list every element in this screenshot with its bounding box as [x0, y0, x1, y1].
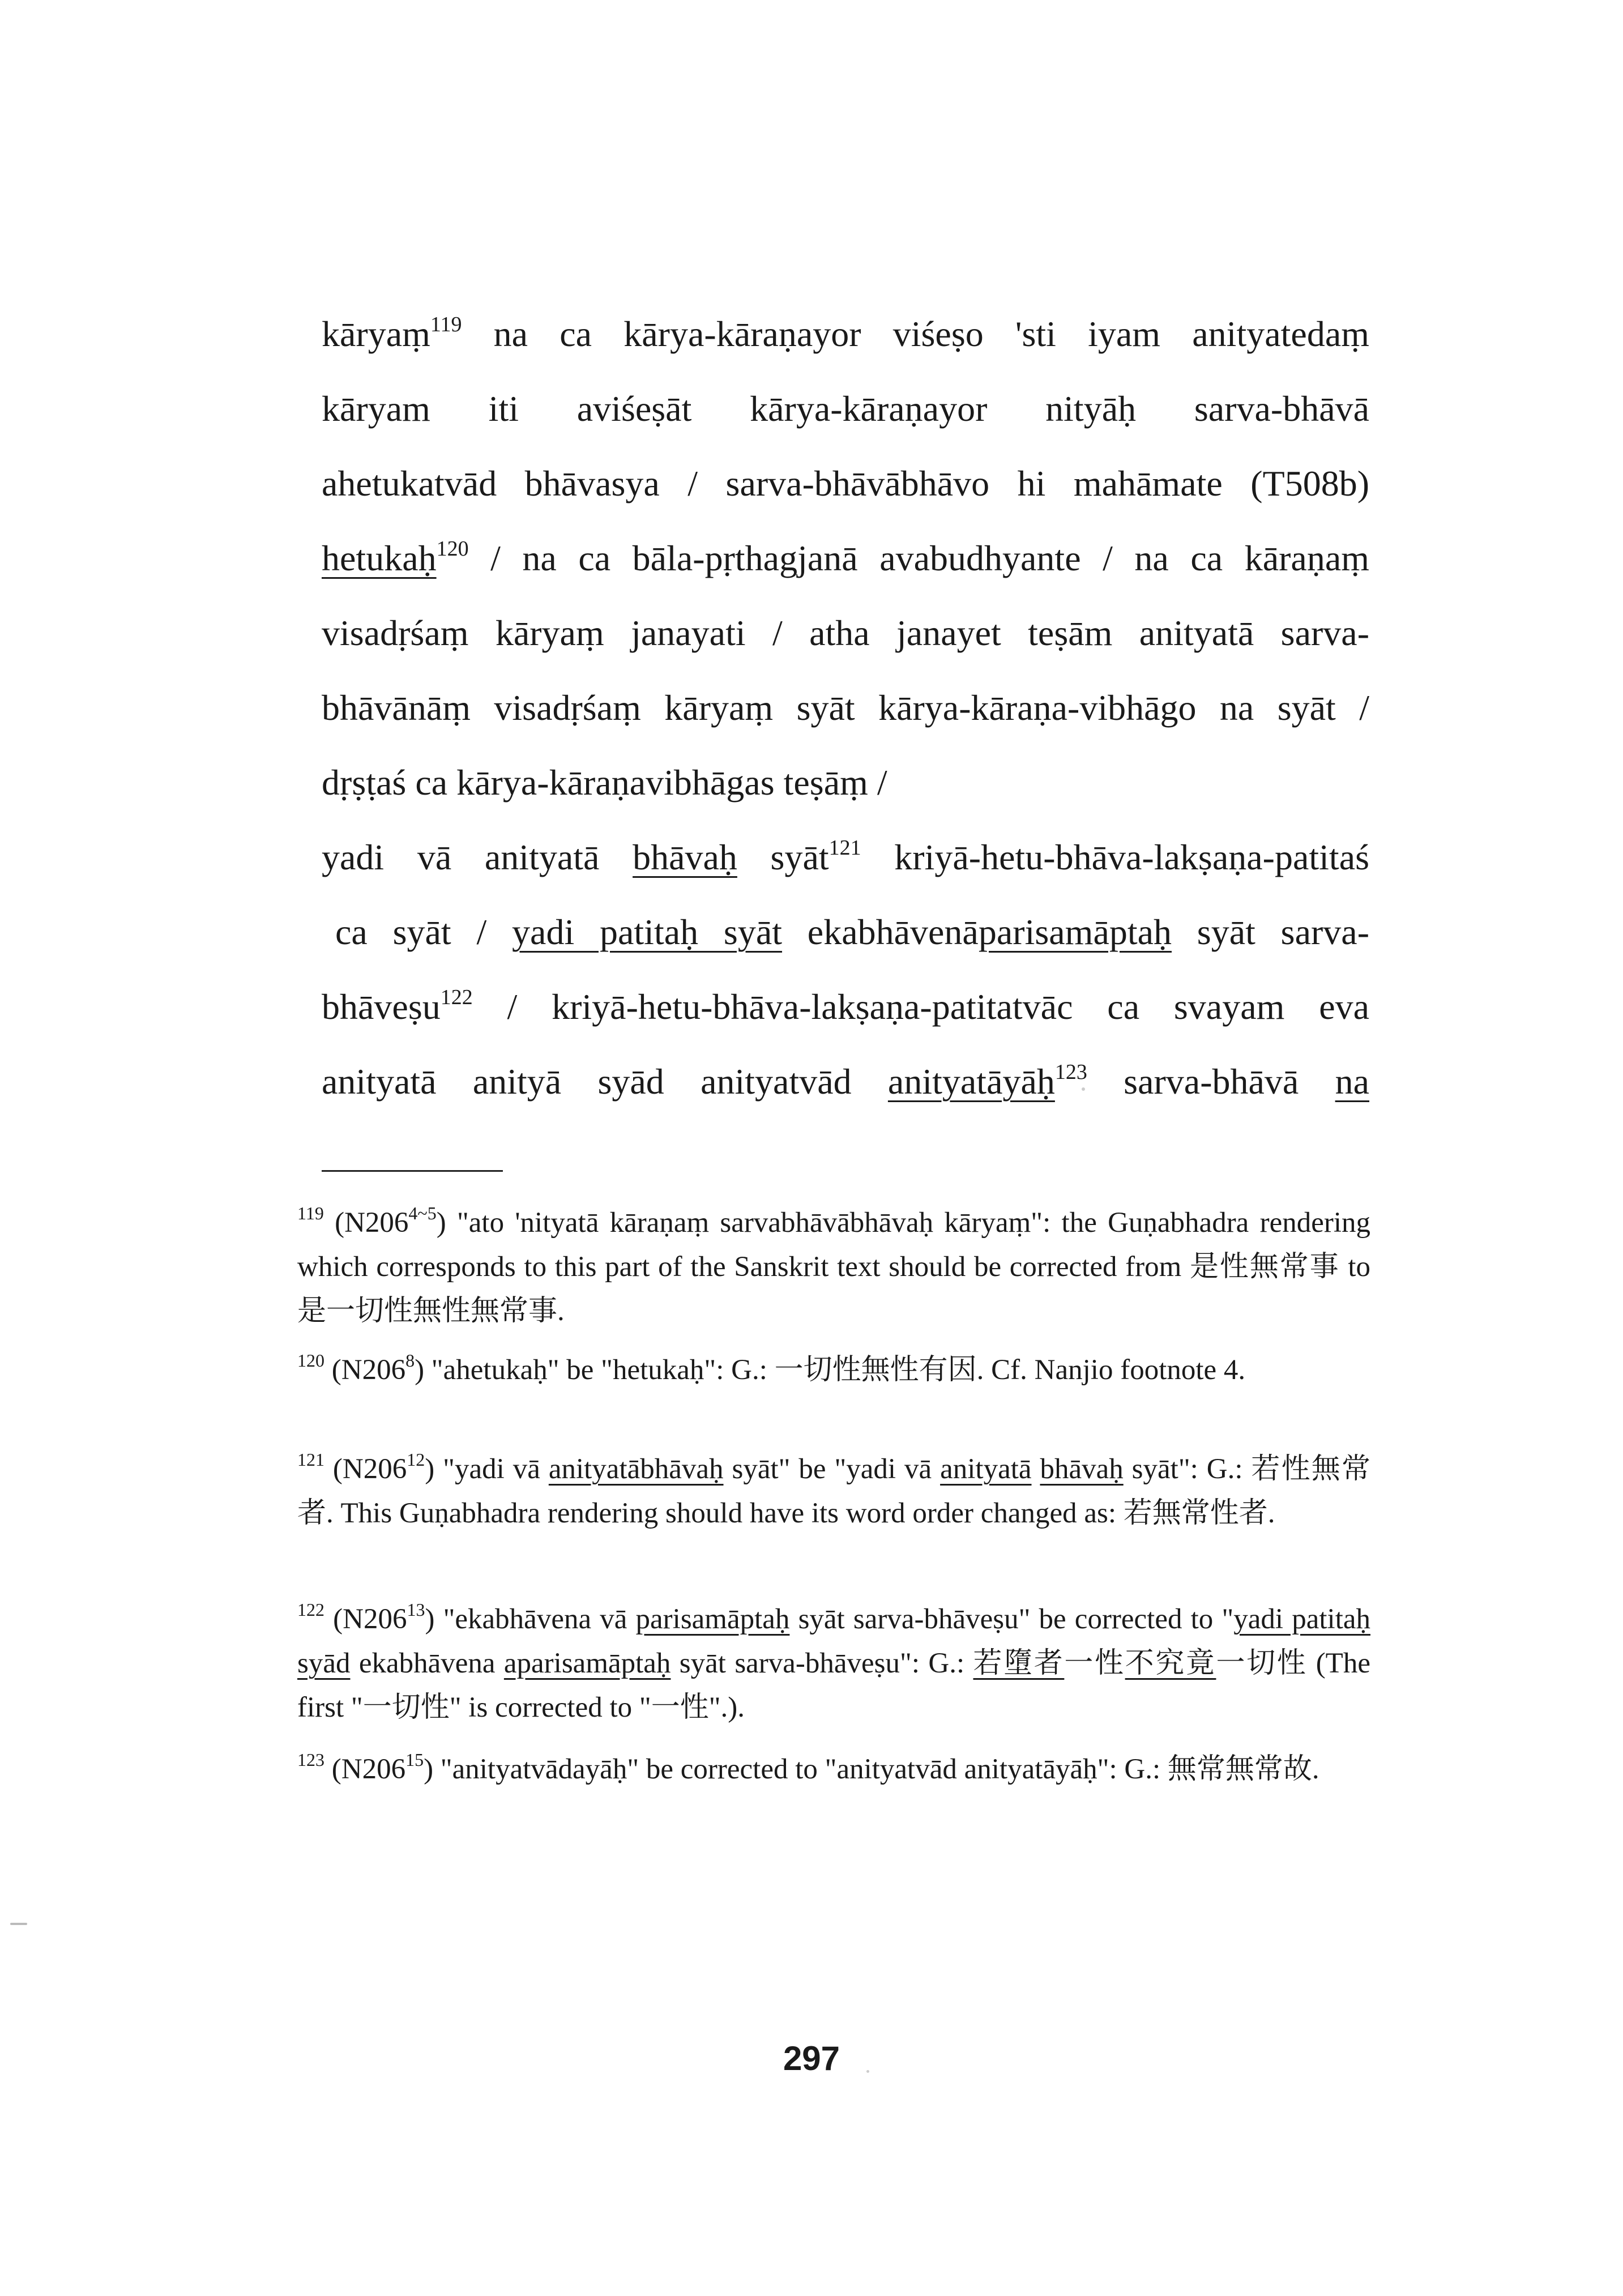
text-line-7: dṛṣṭaś ca kārya-kāraṇavibhāgas teṣāṃ / [322, 762, 887, 803]
scan-mark [866, 2070, 869, 2073]
footnote-119: $^{119}$ $(N206^{4\sim 5})$ "ato 'nityatā kāraṇaṃ sarvabhāvābhāvaḥ kāryaṃ": the Guṇabhadra rendering which corresponds to this part of the Sanskrit text should be corrected from 是性無常事 to 是一切性無性無常事. [297, 1203, 1370, 1327]
footnote-122: $^{122}$ $(N206^{13})$ "ekabhāvena vā parisamāptaḥ syāt sarva-bhāveṣu" be corrected to "yadi patitaḥ syād ekabhāvena aparisamāptaḥ syāt sarva-bhāveṣu": G.: 若墮者一性不究竟一切性 (The first "一切性" is corrected to "一性".). [297, 1599, 1370, 1723]
underlined-term: anityatā [940, 1453, 1032, 1485]
text-line-5: visadṛśaṃ kāryaṃ janayati / atha janayet teṣām anityatā sarva- [322, 613, 1369, 653]
underlined-term: na [1335, 1061, 1370, 1102]
underlined-term: anityatābhāvaḥ [548, 1453, 724, 1485]
underlined-term: parisamāptaḥ [978, 912, 1172, 952]
footnote-divider [322, 1170, 503, 1172]
footnote-number: 119 [297, 1203, 324, 1223]
footnote-ref-119: 119 [430, 313, 462, 336]
page-number: 297 [783, 2039, 840, 2077]
footnote-120: $^{120}$ $(N206^8)$ "ahetukaḥ" be "hetukaḥ": G.: 一切性無性有因. Cf. Nanjio footnote 4. [297, 1350, 1246, 1386]
text-line-9: ca syāt / yadi patitaḥ syāt ekabhāvenāparisamāptaḥ syāt sarva- [335, 912, 1370, 952]
underlined-term: yadi patitaḥ syāt [512, 912, 783, 952]
footnote-ref-123: 123 [1054, 1060, 1087, 1084]
footnote-ref-121: 121 [828, 836, 861, 860]
underlined-term: hetukaḥ [322, 538, 437, 578]
underlined-term: bhāvaḥ [1040, 1453, 1124, 1485]
text-line-10: bhāveṣu$^{122}$ / kriyā-hetu-bhāva-lakṣaṇa-patitatvāc ca svayam eva [322, 985, 1369, 1027]
scan-mark [1082, 1087, 1085, 1091]
underlined-term: aparisamāptaḥ [503, 1648, 671, 1679]
text-line-4: hetukaḥ$^{120}$ / na ca bāla-pṛthagjanā avabudhyante / na ca kāraṇaṃ [322, 537, 1369, 578]
footnote-number: 121 [297, 1449, 324, 1470]
underlined-term: anityatāyāḥ [887, 1061, 1055, 1102]
footnote-123: $^{123}$ $(N206^{15})$ "anityatvādayāḥ" be corrected to "anityatvād anityatāyāḥ": G.: 無常無常故. [297, 1749, 1319, 1785]
footnote-121: $^{121}$ $(N206^{12})$ "yadi vā anityatābhāvaḥ syāt" be "yadi vā anityatā bhāvaḥ syāt": G.: 若性無常者. This Guṇabhadra rendering should have its word order changed as: 若無常性者. [297, 1449, 1370, 1529]
text-line-2: kāryam iti aviśeṣāt kārya-kāraṇayor nityāḥ sarva-bhāvā [322, 389, 1369, 429]
text-line-1: kāryaṃ$^{119}$ na ca kārya-kāraṇayor viśeṣo 'sti iyam anityatedaṃ [322, 313, 1369, 354]
underlined-term: 若墮者 [973, 1648, 1065, 1679]
scan-mark [10, 1923, 27, 1925]
text-line-6: bhāvānāṃ visadṛśaṃ kāryaṃ syāt kārya-kāraṇa-vibhāgo na syāt / [322, 688, 1369, 728]
text-line-11: anityatā anityā syād anityatvād anityatāyāḥ$^{123}$ sarva-bhāvā na [322, 1060, 1370, 1102]
text-line-8: yadi vā anityatā bhāvaḥ syāt$^{121}$ kriyā-hetu-bhāva-lakṣaṇa-patitaś [322, 836, 1370, 877]
footnote-ref-120: 120 [436, 537, 469, 561]
footnote-number: 123 [297, 1749, 324, 1770]
underlined-term: parisamāptaḥ [635, 1603, 790, 1635]
underlined-term: bhāvaḥ [633, 837, 737, 877]
footnote-number: 122 [297, 1599, 324, 1620]
footnote-ref-122: 122 [440, 985, 473, 1009]
underlined-term: 不究竟 [1125, 1648, 1216, 1679]
text-line-3: ahetukatvād bhāvasya / sarva-bhāvābhāvo hi mahāmate (T508b) [322, 463, 1369, 503]
footnote-number: 120 [297, 1350, 324, 1371]
underlined-term: yadi patitaḥ syād [297, 1603, 1370, 1679]
